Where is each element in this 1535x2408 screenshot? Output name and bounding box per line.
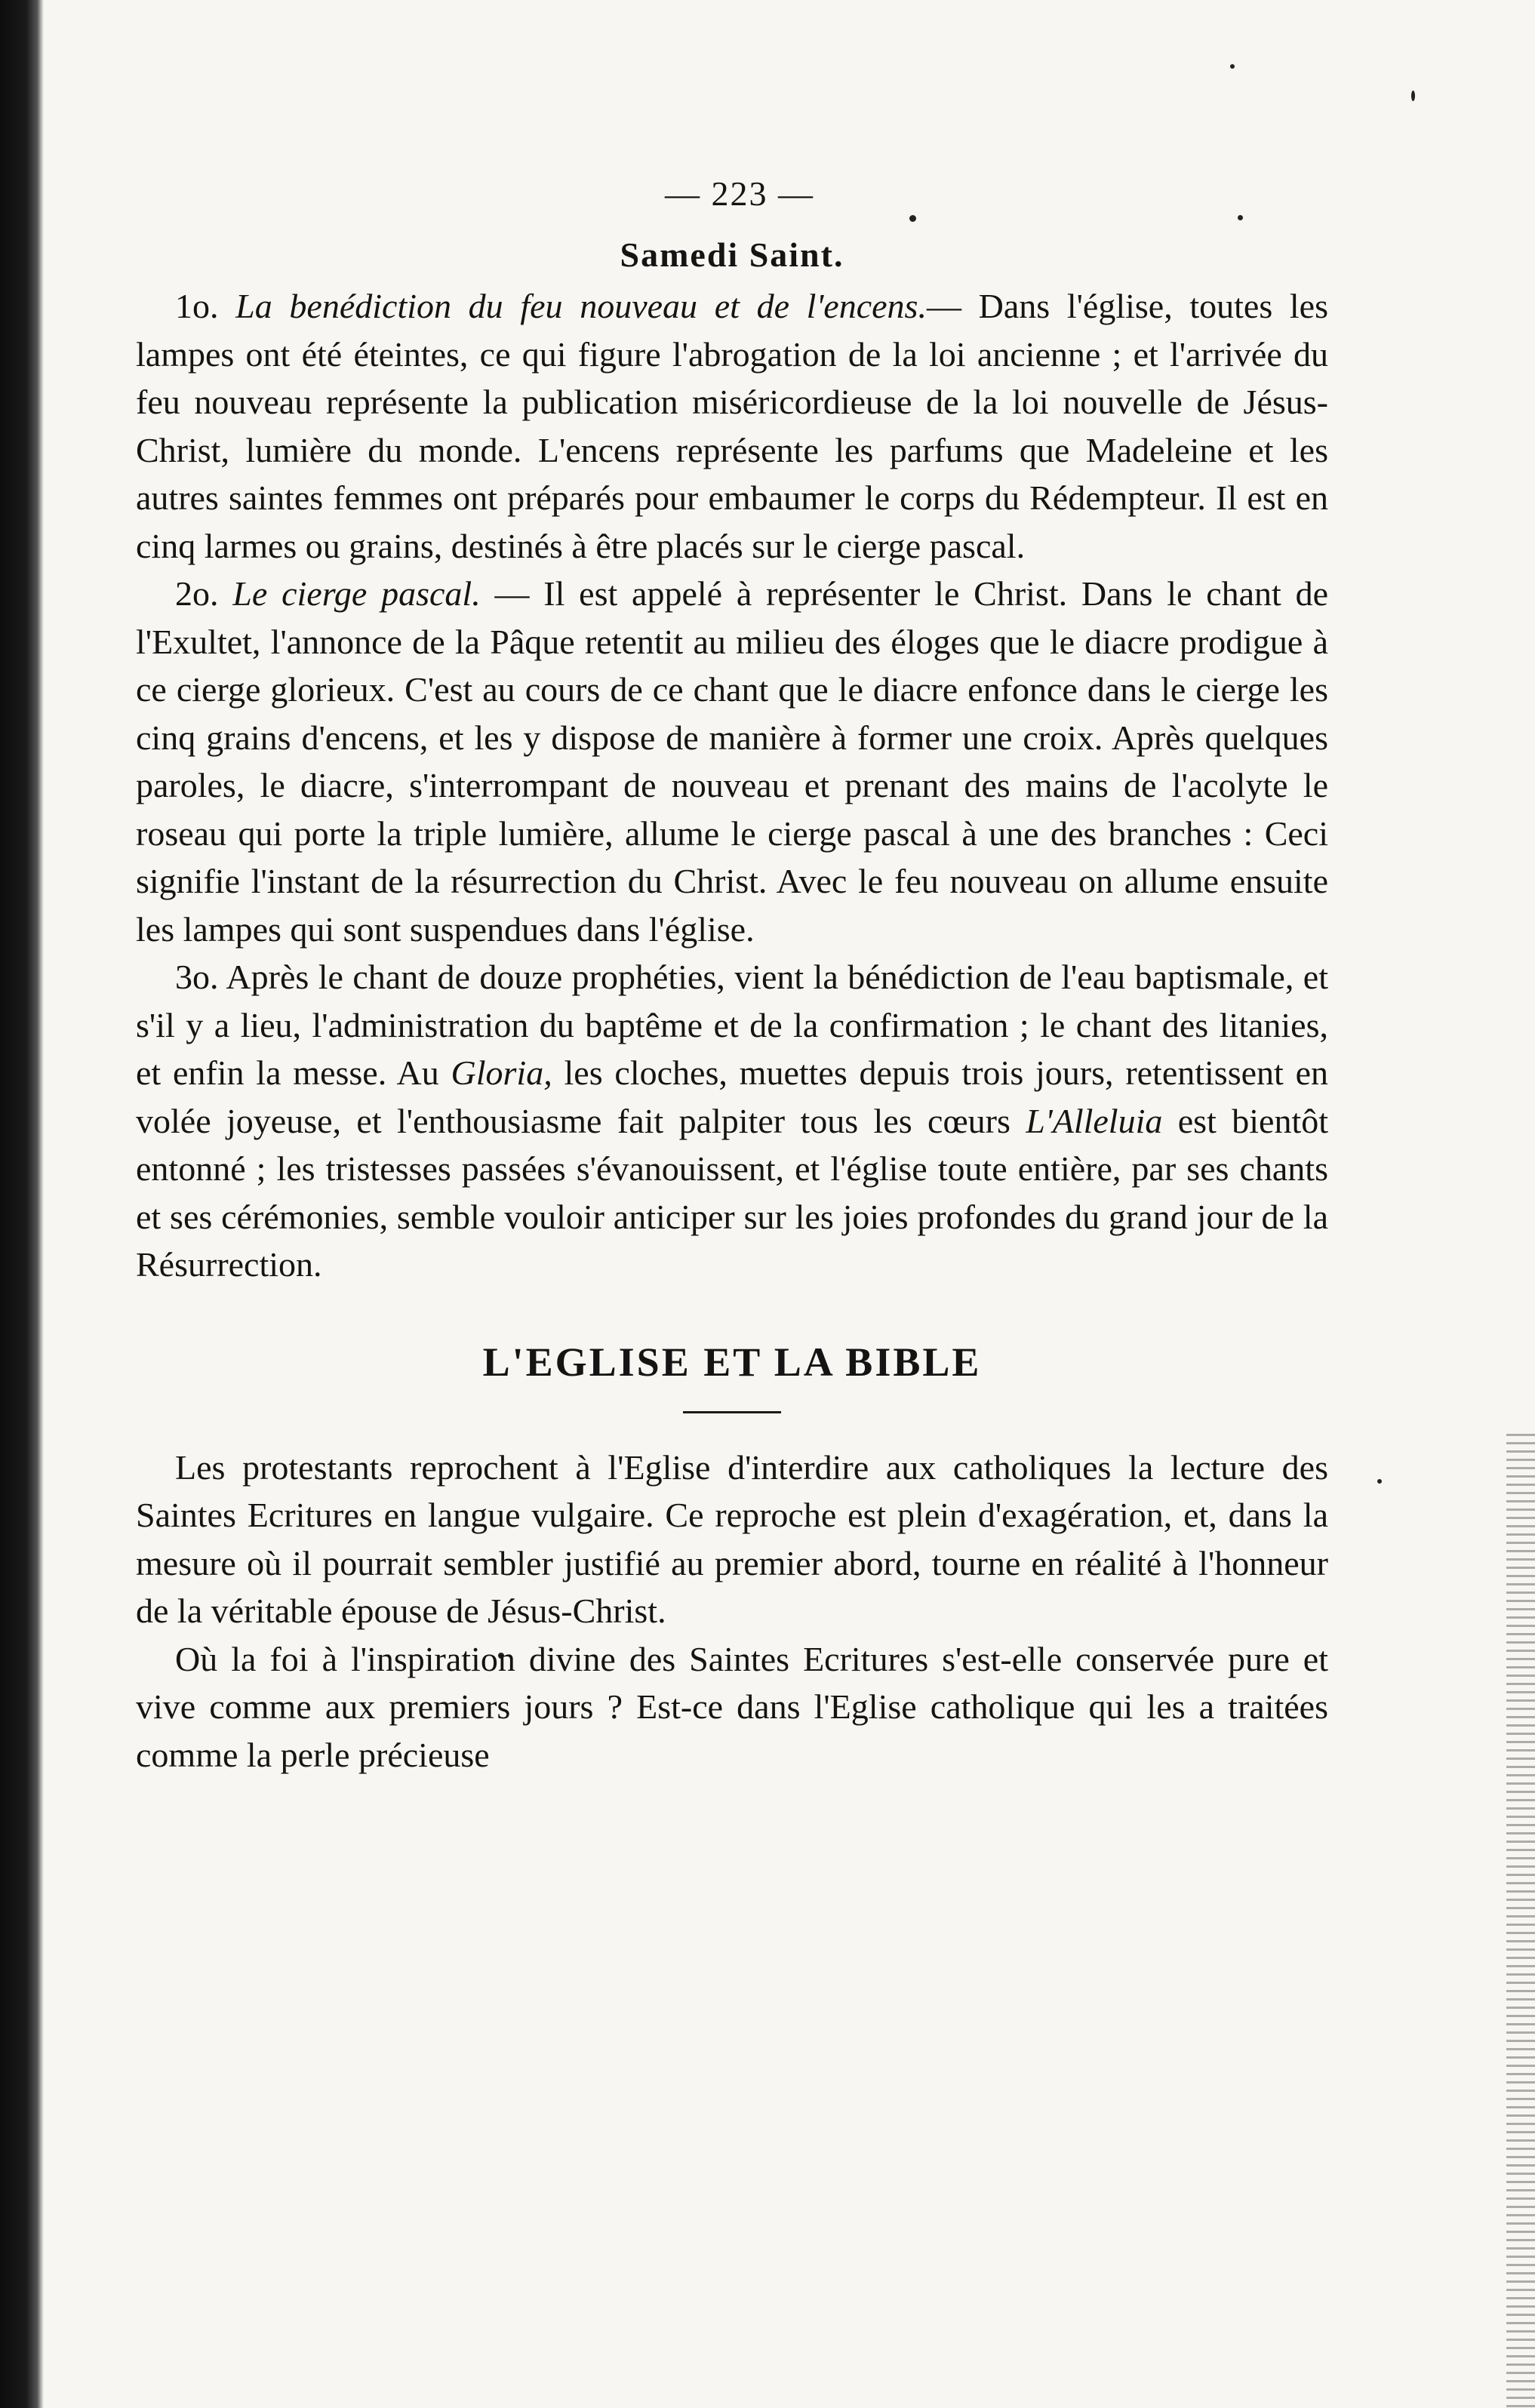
paragraph-number: 2o. <box>175 574 219 613</box>
paragraph-2 <box>136 570 1328 953</box>
chapter-divider <box>683 1411 781 1413</box>
chapter-paragraph-1: Les protestants reprochent à l'Eglise d'interdire aux catholiques la lecture des Saintes Ecritures en langue vulgaire. Ce reproche est plein d'exagération, et, dans la mesure où il pourrait sembler justifié au premier abord, tourne en réalité à l'honneur de la véritable épouse de Jésus-Christ. <box>136 1447 1328 1630</box>
scan-speck <box>1411 91 1415 101</box>
section-title: Samedi Saint. <box>620 235 844 274</box>
scan-speck <box>1230 64 1235 69</box>
scan-noise-right <box>1506 1434 1535 2408</box>
page-content <box>136 174 1328 1779</box>
latin-term: L'Alleluia <box>1026 1101 1163 1140</box>
paragraph-number: 3o. <box>175 958 219 996</box>
scan-border-left <box>0 0 44 2408</box>
paragraph-heading: Le cierge pascal. <box>232 574 481 613</box>
chapter-title: L'EGLISE ET LA BIBLE <box>482 1339 982 1385</box>
paragraph-text: les cloches, muettes depuis trois jours, retentissent en volée joyeuse, et l'enthousiasme fait palpiter tous les cœurs <box>136 1053 1329 1140</box>
page-number: — 223 — <box>665 174 814 213</box>
paragraph-heading: La benédiction du feu nouveau et de l'encens. <box>235 287 927 325</box>
paragraph-number: 1o. <box>175 287 219 325</box>
paragraph-text: Après le chant de douze prophéties, vient la bénédiction de l'eau baptismale, et s'il y a lieu, l'administration du baptême et de la confirmation ; le chant des litanies, et enfin la messe. Au <box>136 958 1328 1092</box>
chapter-paragraph-2: Où la foi à l'inspiration divine des Saintes Ecritures s'est-elle conservée pure et vive comme aux premiers jours ? Est-ce dans l'Eglise catholique qui les a traitées comme la perle précieuse <box>136 1639 1328 1774</box>
paragraph-1 <box>136 282 1328 570</box>
scan-speck <box>1377 1479 1382 1484</box>
latin-term: Gloria, <box>451 1053 552 1092</box>
paragraph-text: est bientôt entonné ; les tristesses passées s'évanouissent, et l'église toute entière, par ses chants et ses cérémonies, semble vouloir anticiper sur les joies profondes du grand jour de la Résurrection. <box>136 1101 1329 1284</box>
paragraph-text: — Il est appelé à représenter le Christ. Dans le chant de l'Exultet, l'annonce de la Pâque retentit au milieu des éloges que le diacre prodigue à ce cierge glorieux. C'est au cours de ce chant que le diacre enfonce dans le cierge les cinq grains d'encens, et les y dispose de manière à former une croix. Après quelques paroles, le diacre, s'interrompant de nouveau et prenant des mains de l'acolyte le roseau qui porte la triple lumière, allume le cierge pascal à une des branches : Ceci signifie l'instant de la résurrection du Christ. Avec le feu nouveau on allume ensuite les lampes qui sont suspendues dans l'église. <box>136 574 1329 949</box>
paragraph-text: — Dans l'église, toutes les lampes ont été éteintes, ce qui figure l'abrogation de la loi ancienne ; et l'arrivée du feu nouveau représente la publication miséricordieuse de la loi nouvelle de Jésus-Christ, lumière du monde. L'encens représente les parfums que Madeleine et les autres saintes femmes ont préparés pour embaumer le corps du Rédempteur. Il est en cinq larmes ou grains, destinés à être placés sur le cierge pascal. <box>136 287 1329 565</box>
paragraph-3 <box>136 953 1328 1289</box>
